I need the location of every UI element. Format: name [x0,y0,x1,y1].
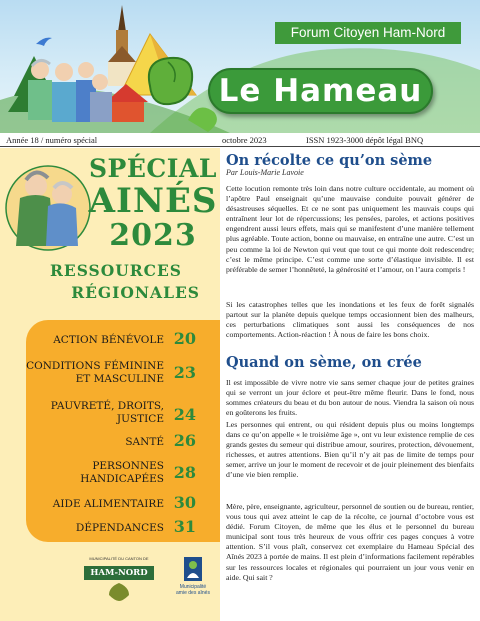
toc-label: ACTION BÉNÉVOLE [53,334,164,346]
article1-paragraph: Cette locution remonte très loin dans notre culture occidentale, au moment où l’apôtre Paul enseignait qu’une mauvaise conduite pouvait générer de désastreuses séquelles. Et ce ne sont pas uniquement les mauvais coups qui entraînent leur lot de répercussions; les pensées, paroles, et actions positives engendrent aussi leurs effets, mais qui se manifestent d’une manière tellement plus agréable. Toute action, bonne ou mauvaise, en entraîne une autre. C’est un peu comme la loi de Newton qui veut que tout ce qui monte doit redescendre; c’est le même principe. C’est comme une sorte d’élastique invisible. Il est préférable de semer l’honnêteté, la générosité et l’amour, on l’aura compris ! [226,184,474,274]
toc-page: 24 [173,405,196,424]
bush-icon [149,58,192,104]
seniors-portrait-illustration [2,158,94,252]
toc-label: AIDE ALIMENTAIRE [52,498,164,510]
toc-label: CONDITIONS FÉMININE ET MASCULINE [26,360,164,385]
left-column [0,148,220,621]
issue-info-bar [0,133,480,147]
toc-page: 20 [173,329,196,348]
ressources-heading [0,260,200,304]
mada-logo: Municipalité amie des aînés [176,554,210,608]
mada-icon [183,556,203,582]
table-of-contents [26,320,220,542]
toc-page: 30 [173,493,196,512]
article1-byline: Par Louis-Marie Lavoie [226,168,304,177]
article2-paragraph: Les personnes qui entrent, ou qui résident depuis plus ou moins longtemps dans ce qu’on appelle « le troisième âge », ont vu leur existence remplie de ces grands gestes du semeur qui distribue amour, sourires, protection, dévouement, richesses, et autres attentions. Bien qu’il n’y ait pas de limite de temps pour semer, arrive un jour le moment de recevoir et de jouir pleinement des bienfaits d’une vie bien remplie. [226,420,474,480]
toc-page: 26 [173,431,196,450]
special-line2: AINÉS [88,181,218,221]
bird-icon [36,38,52,46]
article2-paragraph: Mère, père, enseignante, agriculteur, personnel de soutien ou de bureau, rentier, vous tous qui avez atteint le cap de la récolte, ce journal d’octobre vous est dédié. Forum Citoyen, de même que les élus et le personnel du bureau municipal sont tous très heureux de vous offrir ces pages conçues à votre attention. S’il vous plaît, conservez cet exemplaire du Hameau Spécial des Aînés 2023 à portée de mains. Il est plein d’informations facilement repérables sur les ressources locales et régionales qui pourraient un jour vous venir en aide. Qui sait ? [226,502,474,582]
article2-title: Quand on sème, on crée [226,354,422,371]
toc-label: SANTÉ [125,436,164,448]
toc-page: 31 [173,517,196,536]
toc-label: PAUVRETÉ, DROITS, JUSTICE [50,400,164,425]
forum-banner: Forum Citoyen Ham-Nord [275,22,461,44]
issn: ISSN 1923-3000 dépôt légal BNQ [306,135,424,145]
article1-paragraph: Si les catastrophes telles que les inondations et les feux de forêt signalés partout sur la planète depuis quelque temps occasionnent bien des malheurs, ces perturbations climatiques sont aussi les conséquences de nos comportements. Action-réaction ! À nous de faire les bons choix. [226,300,474,340]
ham-nord-logo: MUNICIPALITÉ DU CANTON DE HAM-NORD [80,556,158,598]
special-heading [88,156,218,251]
newspaper-title: Le Hameau [208,68,433,114]
toc-label: DÉPENDANCES [75,522,164,534]
year-issue: Année 18 / numéro spécial [6,135,98,145]
ressources-line2: RÉGIONALES [71,283,200,302]
issue-date: octobre 2023 [222,135,267,145]
sponsor-logos [80,552,210,612]
toc-page: 23 [173,363,196,382]
special-line3: 2023 [109,218,197,253]
toc-page: 28 [173,463,196,482]
ressources-line1: RESSOURCES [50,261,182,280]
masthead [0,0,480,133]
article2-paragraph: Il est impossible de vivre notre vie sans semer chaque jour de petites graines qui se verront un jour éclore et peut-être même fleurir. Dans le fond, nous sommes créateurs du beau et du bon autour de nous. Viendra la saison où nous en goûterons les fruits. [226,378,474,418]
article1-title: On récolte ce qu’on sème [226,152,433,169]
right-column [220,148,480,621]
leaf-icon [106,582,132,602]
special-line1: SPÉCIAL [89,154,217,183]
toc-label: PERSONNES HANDICAPÉES [80,460,164,485]
